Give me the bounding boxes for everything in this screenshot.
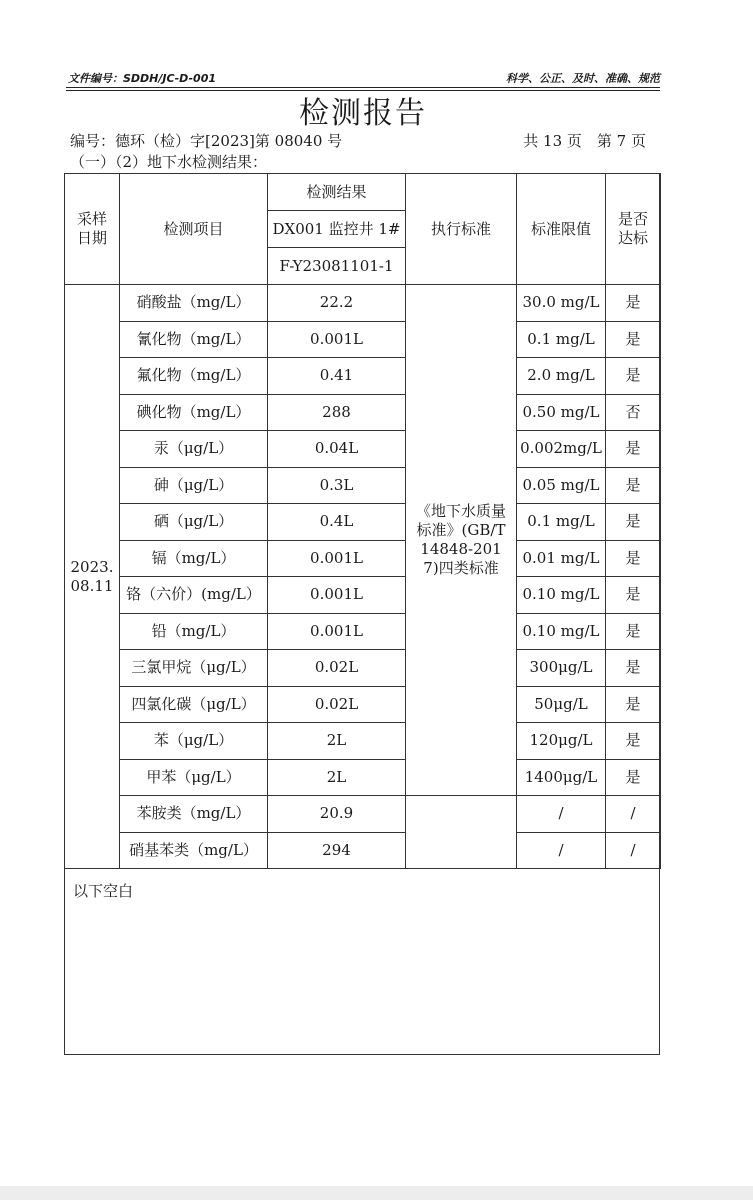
result-value: 0.04L — [268, 431, 406, 468]
item-name: 氰化物（mg/L） — [120, 321, 268, 358]
compliance-value: / — [606, 832, 661, 869]
sample-date: 2023.08.11 — [65, 285, 120, 869]
result-value: 0.001L — [268, 613, 406, 650]
result-value: 294 — [268, 832, 406, 869]
blank-note: 以下空白 — [73, 882, 134, 900]
result-value: 0.41 — [268, 358, 406, 395]
table-row — [65, 358, 661, 395]
compliance-value: 是 — [606, 540, 661, 577]
item-name: 硝基苯类（mg/L） — [120, 832, 268, 869]
limit-value: / — [517, 796, 606, 833]
limit-value: 300μg/L — [517, 650, 606, 687]
limit-value: 0.1 mg/L — [517, 504, 606, 541]
compliance-value: 是 — [606, 577, 661, 614]
header-sample-date: 采样日期 — [65, 174, 120, 285]
table-row — [65, 394, 661, 431]
item-name: 甲苯（μg/L） — [120, 759, 268, 796]
report-title: 检测报告 — [299, 96, 427, 131]
table-row — [65, 796, 661, 833]
standard-empty — [406, 796, 517, 869]
document-header — [68, 70, 660, 86]
table-row — [65, 759, 661, 796]
result-value: 288 — [268, 394, 406, 431]
table-row — [65, 285, 661, 322]
compliance-value: 是 — [606, 358, 661, 395]
item-name: 铬（六价）(mg/L） — [120, 577, 268, 614]
limit-value: 0.002mg/L — [517, 431, 606, 468]
table-row — [65, 467, 661, 504]
result-value: 22.2 — [268, 285, 406, 322]
results-table — [64, 173, 661, 869]
result-value: 20.9 — [268, 796, 406, 833]
item-name: 砷（μg/L） — [120, 467, 268, 504]
table-row — [65, 686, 661, 723]
item-name: 苯（μg/L） — [120, 723, 268, 760]
header-compliant: 是否达标 — [606, 174, 661, 285]
compliance-value: / — [606, 796, 661, 833]
compliance-value: 是 — [606, 650, 661, 687]
limit-value: 50μg/L — [517, 686, 606, 723]
compliance-value: 是 — [606, 321, 661, 358]
results-table-frame — [64, 173, 660, 1055]
limit-value: 0.01 mg/L — [517, 540, 606, 577]
section-title: （一）（2）地下水检测结果： — [70, 153, 268, 171]
limit-value: 2.0 mg/L — [517, 358, 606, 395]
table-row — [65, 431, 661, 468]
table-row — [65, 650, 661, 687]
limit-value: 0.05 mg/L — [517, 467, 606, 504]
slogan: 科学、公正、及时、准确、规范 — [506, 72, 660, 85]
limit-value: 30.0 mg/L — [517, 285, 606, 322]
file-number: 文件编号：SDDH/JC-D-001 — [68, 72, 217, 85]
header-limit: 标准限值 — [517, 174, 606, 285]
header-sample-id: F-Y23081101-1 — [268, 248, 406, 285]
result-value: 0.02L — [268, 686, 406, 723]
item-name: 碘化物（mg/L） — [120, 394, 268, 431]
header-site: DX001 监控井 1# — [268, 211, 406, 248]
limit-value: 0.10 mg/L — [517, 613, 606, 650]
report-number: 编号：德环（检）字[2023]第 08040 号 — [70, 132, 343, 150]
table-row — [65, 540, 661, 577]
limit-value: 1400μg/L — [517, 759, 606, 796]
item-name: 硝酸盐（mg/L） — [120, 285, 268, 322]
report-meta — [70, 130, 646, 151]
header-item: 检测项目 — [120, 174, 268, 285]
item-name: 三氯甲烷（μg/L） — [120, 650, 268, 687]
table-row — [65, 832, 661, 869]
result-value: 0.001L — [268, 577, 406, 614]
compliance-value: 是 — [606, 723, 661, 760]
limit-value: 0.1 mg/L — [517, 321, 606, 358]
compliance-value: 是 — [606, 431, 661, 468]
result-value: 2L — [268, 723, 406, 760]
limit-value: 0.50 mg/L — [517, 394, 606, 431]
result-value: 0.001L — [268, 540, 406, 577]
result-value: 0.3L — [268, 467, 406, 504]
table-row — [65, 723, 661, 760]
compliance-value: 是 — [606, 285, 661, 322]
item-name: 汞（μg/L） — [120, 431, 268, 468]
item-name: 氟化物（mg/L） — [120, 358, 268, 395]
table-row — [65, 613, 661, 650]
header-result: 检测结果 — [268, 174, 406, 211]
header-standard: 执行标准 — [406, 174, 517, 285]
result-value: 0.02L — [268, 650, 406, 687]
compliance-value: 是 — [606, 613, 661, 650]
item-name: 镉（mg/L） — [120, 540, 268, 577]
result-value: 2L — [268, 759, 406, 796]
compliance-value: 是 — [606, 759, 661, 796]
limit-value: 0.10 mg/L — [517, 577, 606, 614]
compliance-value: 否 — [606, 394, 661, 431]
table-row — [65, 577, 661, 614]
limit-value: / — [517, 832, 606, 869]
compliance-value: 是 — [606, 467, 661, 504]
page-count: 共 13 页 第 7 页 — [523, 132, 646, 150]
compliance-value: 是 — [606, 504, 661, 541]
result-value: 0.4L — [268, 504, 406, 541]
item-name: 硒（μg/L） — [120, 504, 268, 541]
item-name: 铅（mg/L） — [120, 613, 268, 650]
item-name: 四氯化碳（μg/L） — [120, 686, 268, 723]
table-row — [65, 504, 661, 541]
result-value: 0.001L — [268, 321, 406, 358]
item-name: 苯胺类（mg/L） — [120, 796, 268, 833]
limit-value: 120μg/L — [517, 723, 606, 760]
bottom-bar — [0, 1186, 753, 1200]
standard-reference: 《地下水质量标准》(GB/T14848-2017)四类标准 — [406, 285, 517, 796]
table-row — [65, 321, 661, 358]
compliance-value: 是 — [606, 686, 661, 723]
